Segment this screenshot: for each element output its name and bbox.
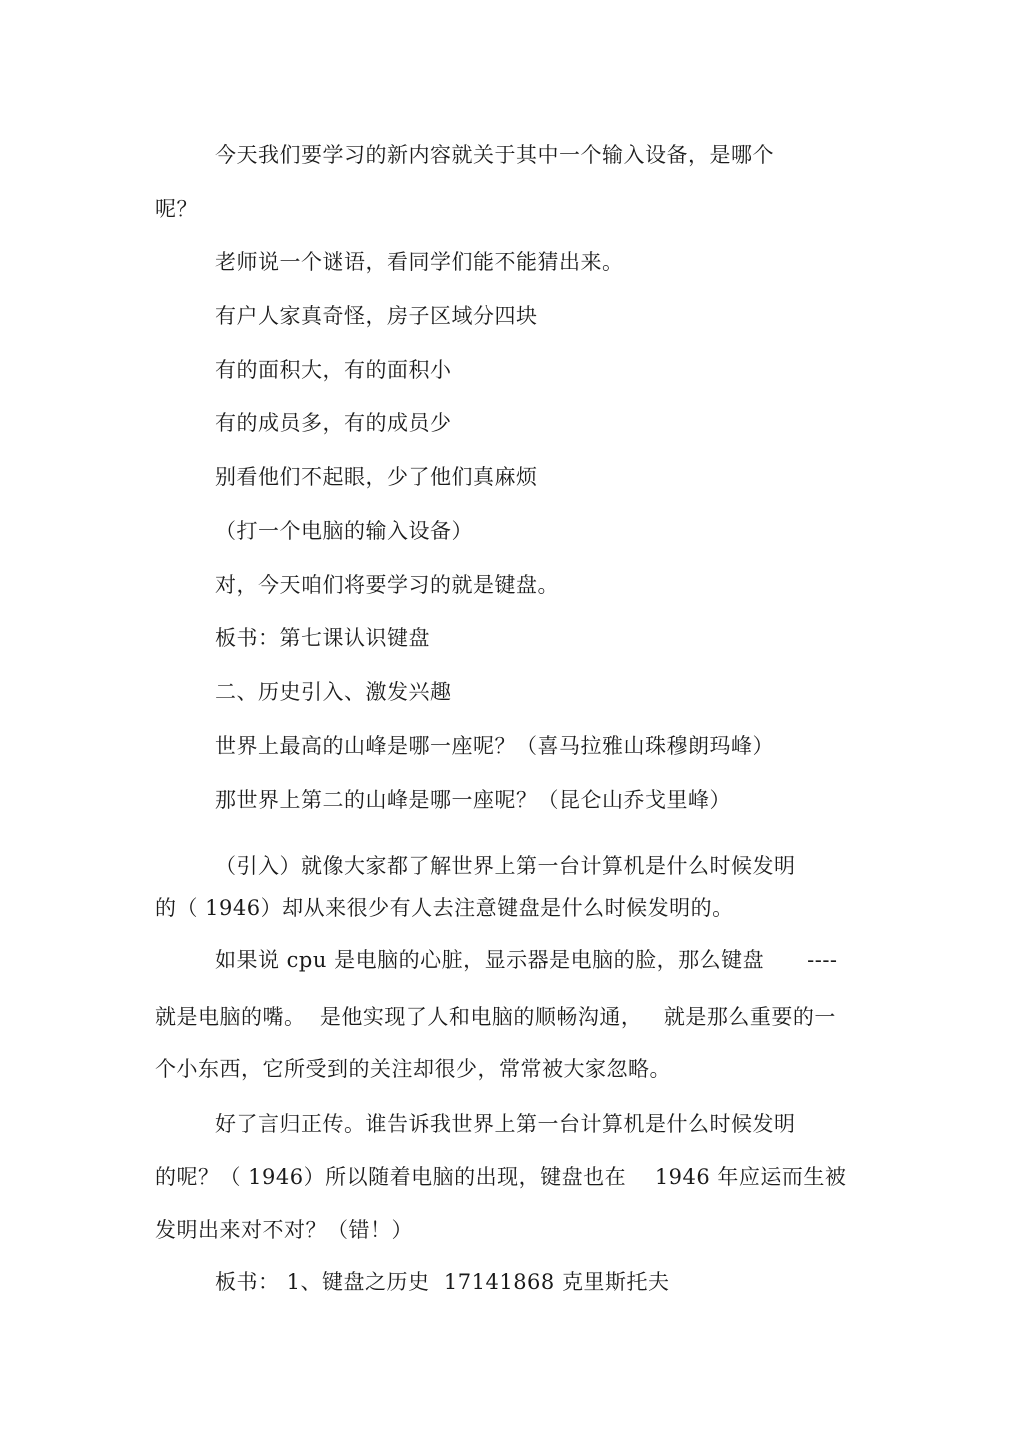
paragraph-line: （打一个电脑的输入设备） [215,519,473,543]
paragraph-line: 就是电脑的嘴。 是他实现了人和电脑的顺畅沟通， 就是那么重要的一 [155,1005,836,1029]
paragraph-line: 老师说一个谜语，看同学们能不能猜出来。 [215,250,624,274]
paragraph-line: 别看他们不起眼，少了他们真麻烦 [215,465,538,489]
paragraph-line: 那世界上第二的山峰是哪一座呢？（昆仑山乔戈里峰） [215,788,731,812]
paragraph-line: 个小东西，它所受到的关注却很少，常常被大家忽略。 [155,1057,671,1081]
paragraph-line: 发明出来对不对？（错！） [155,1218,413,1242]
paragraph-line: 好了言归正传。谁告诉我世界上第一台计算机是什么时候发明 [215,1112,796,1136]
paragraph-line: 今天我们要学习的新内容就关于其中一个输入设备，是哪个 [215,143,774,167]
paragraph-line: 有的面积大，有的面积小 [215,358,452,382]
paragraph-line: 如果说 cpu 是电脑的心脏，显示器是电脑的脸，那么键盘 ---- [215,948,838,972]
section-heading: 二、历史引入、激发兴趣 [215,680,452,704]
paragraph-line: 有户人家真奇怪，房子区域分四块 [215,304,538,328]
paragraph-line: 世界上最高的山峰是哪一座呢？（喜马拉雅山珠穆朗玛峰） [215,734,774,758]
paragraph-line: 对，今天咱们将要学习的就是键盘。 [215,573,559,597]
paragraph-line: （引入）就像大家都了解世界上第一台计算机是什么时候发明 [215,854,796,878]
paragraph-line: 有的成员多，有的成员少 [215,411,452,435]
paragraph-line: 板书： 1、键盘之历史 17141868 克里斯托夫 [215,1270,670,1294]
paragraph-line: 呢？ [155,197,198,221]
paragraph-line: 板书：第七课认识键盘 [215,626,430,650]
paragraph-line: 的（ 1946）却从来很少有人去注意键盘是什么时候发明的。 [155,896,734,920]
paragraph-line: 的呢？（ 1946）所以随着电脑的出现，键盘也在 1946 年应运而生被 [155,1165,847,1189]
